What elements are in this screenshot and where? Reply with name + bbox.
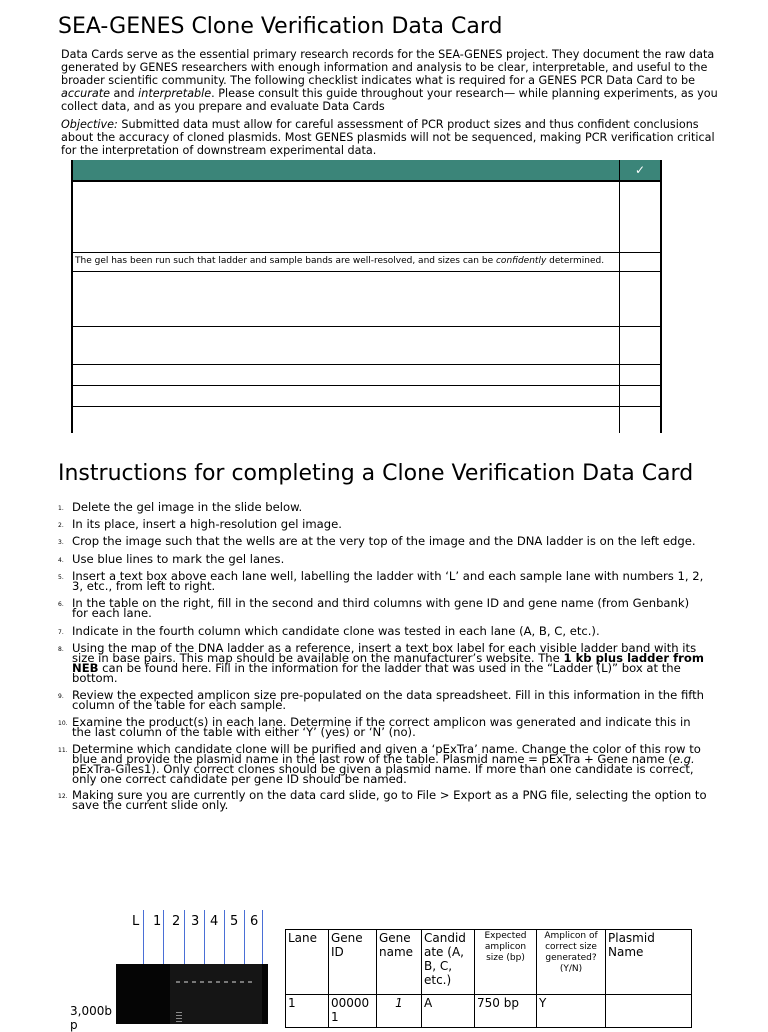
lane-line [262,910,263,970]
gel-image [116,964,268,1024]
lane-label: 3 [191,914,200,929]
checklist-checkbox-cell[interactable] [619,407,660,433]
ladder-band [176,1015,182,1016]
checklist-row [73,327,660,365]
gel-wells [176,981,254,983]
checklist-row [73,272,660,327]
cell-correct-size[interactable]: Y [537,995,606,1028]
table-header-row [286,930,692,995]
lane-line [143,910,144,970]
lane-label: 4 [210,914,219,929]
header-gene-id: Gene ID [329,930,377,995]
ladder-size-label: 3,000b p [70,1004,112,1032]
lane-line [184,910,185,970]
lane-line [204,910,205,970]
header-expected-size: Expected amplicon size (bp) [475,930,537,995]
intro-paragraph: Data Cards serve as the essential primary research records for the SEA-GENES project. They document the raw data generated by GENES researchers with enough information and analysis to be clear, interpretable, and useful to the broader scientific community. The following checklist indicates what is required for a GENES PCR Data Card to be accurate and interpretable. Please consult this guide throughout your research— while planning experiments, as you collect data, and as you prepare and evaluate Data Cards [61,48,718,113]
table-row [286,995,692,1028]
lane-label: 2 [172,914,181,929]
header-gene-name: Gene name [377,930,422,995]
checklist-checkbox-cell[interactable] [619,253,660,271]
header-correct-size: Amplicon of correct size generated? (Y/N) [537,930,606,995]
instructions-heading: Instructions for completing a Clone Verification Data Card [58,461,694,486]
checklist-checkbox-cell[interactable] [619,327,660,364]
cell-plasmid-name[interactable] [606,995,692,1028]
checklist-row [73,407,660,433]
lane-label: 5 [230,914,239,929]
cell-expected-size[interactable]: 750 bp [475,995,537,1028]
checklist-checkbox-cell[interactable] [619,386,660,406]
ladder-band [176,1012,182,1013]
ladder-band [176,1018,182,1019]
lane-line [244,910,245,970]
header-lane: Lane [286,930,329,995]
checklist-gel-text: The gel has been run such that ladder and sample bands are well-resolved, and sizes can be confidently determined. [75,256,605,266]
checklist-table [71,160,662,433]
cell-gene-id[interactable]: 00000 1 [329,995,377,1028]
lane-line [163,910,164,970]
cell-lane[interactable]: 1 [286,995,329,1028]
checklist-row [73,182,660,253]
header-candidate: Candid ate (A, B, C, etc.) [422,930,475,995]
objective-paragraph: Objective: Submitted data must allow for careful assessment of PCR product sizes and thus confident conclusions about the accuracy of cloned plasmids. Most GENES plasmids will not be sequenced, making PCR verification critical for the interpretation of downstream experimental data. [61,118,715,157]
header-plasmid-name: Plasmid Name [606,930,692,995]
checklist-header-row [73,160,660,182]
checklist-checkbox-cell[interactable] [619,182,660,252]
cell-candidate[interactable]: A [422,995,475,1028]
checklist-checkbox-cell[interactable] [619,365,660,385]
gel-lane-area [170,964,262,1024]
checklist-row-gel [73,253,660,272]
ladder-band [176,1021,182,1022]
lane-label: L [132,914,140,929]
cell-gene-name[interactable]: 1 [377,995,422,1028]
objective-label: Objective: [61,118,118,131]
checklist-row [73,386,660,407]
check-mark-icon: ✓ [619,160,660,180]
checklist-row [73,365,660,386]
lane-label: 1 [153,914,162,929]
results-table [285,929,692,1028]
lane-line [224,910,225,970]
page-title: SEA-GENES Clone Verification Data Card [58,14,503,39]
checklist-checkbox-cell[interactable] [619,272,660,326]
lane-label: 6 [250,914,259,929]
